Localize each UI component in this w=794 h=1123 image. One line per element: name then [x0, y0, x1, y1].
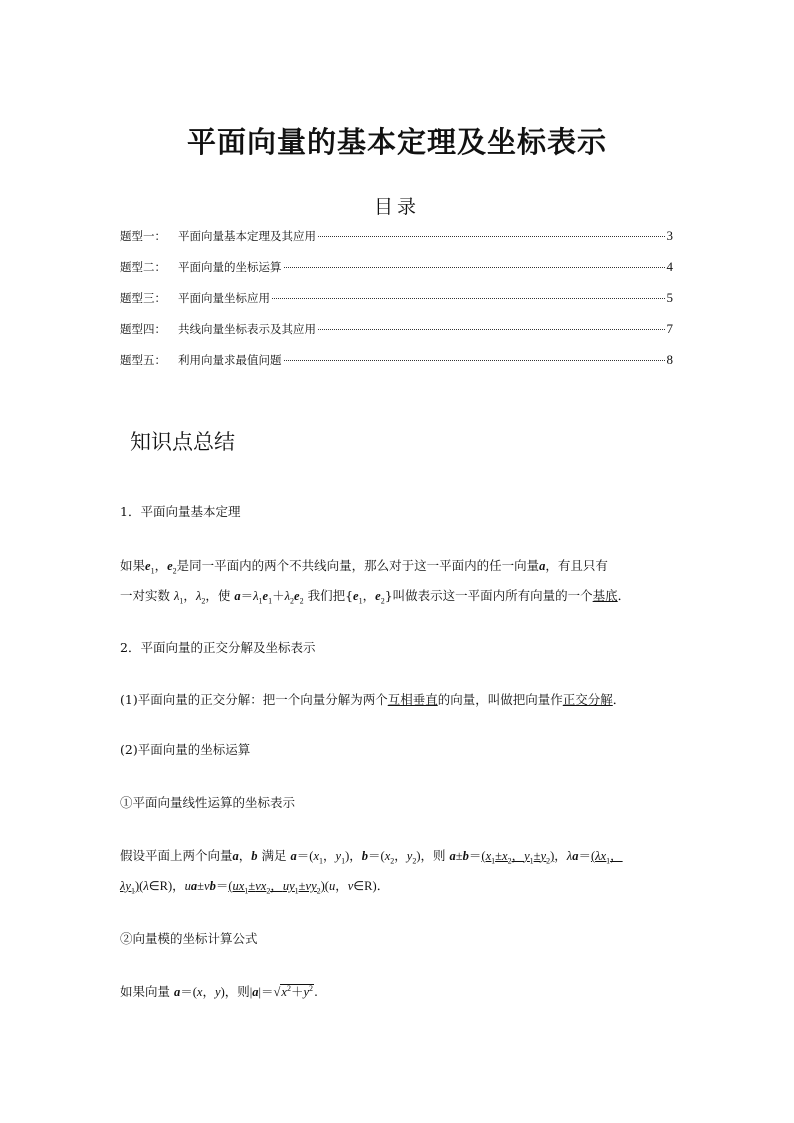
toc-item-page: 3 [666, 228, 673, 243]
page-title: 平面向量的基本定理及坐标表示 [186, 125, 607, 159]
toc-item[interactable] [120, 290, 673, 321]
toc-item-label: 题型五： [120, 353, 166, 367]
toc-item-text: 共线向量坐标表示及其应用 [178, 322, 316, 336]
toc-heading: 目录 [373, 196, 420, 218]
toc-item-text: 平面向量基本定理及其应用 [178, 229, 316, 243]
table-of-contents [120, 228, 673, 383]
toc-leader-dots [318, 329, 665, 330]
toc-item-page: 7 [666, 321, 673, 336]
section-heading: 知识点总结 [130, 430, 235, 454]
toc-leader-dots [318, 236, 665, 237]
heading-basic-theorem: 1．平面向量基本定理 [120, 504, 241, 519]
term-orthogonal: 正交分解 [562, 692, 613, 707]
toc-item-text: 利用向量求最值问题 [178, 353, 282, 367]
paragraph-magnitude: 如果向量 a＝(x，y)，则$|a|=√x^2+y^2$. [120, 983, 319, 999]
subheading-linear-ops: ①平面向量线性运算的坐标表示 [120, 795, 296, 810]
toc-item[interactable] [120, 259, 673, 290]
paragraph-linear-ops-line2: $\lambda y_1)(\lambda\in R)$，$ua\pm vb=(ux_1\pm vx_2$，$uy_1\pm vy_2)(u$，v∈R)． [120, 878, 390, 896]
paragraph-theorem-line1: 如果$e_1$，$e_2$是同一平面内的两个不共线向量，那么对于这一平面内的任一向量a，有且只有 [120, 558, 608, 576]
toc-item[interactable] [120, 228, 673, 259]
toc-item-label: 题型三： [120, 291, 166, 305]
toc-item-page: 5 [666, 290, 673, 305]
paragraph-orthogonal: (1)平面向量的正交分解：把一个向量分解为两个互相垂直的向量，叫做把向量作正交分解． [120, 692, 626, 707]
paragraph-theorem-line2: 一对实数 $\lambda_1$，$\lambda_2$，使 $a=\lambda_1e_1+\lambda_2e_2$ 我们把{$e_1$，$e_2$}叫做表示这一平面内所有向量的一个基底． [120, 588, 631, 606]
toc-item[interactable] [120, 321, 673, 352]
toc-leader-dots [284, 360, 665, 361]
toc-item-label: 题型二： [120, 260, 166, 274]
subheading-magnitude: ②向量模的坐标计算公式 [120, 931, 258, 946]
toc-item[interactable] [120, 352, 673, 383]
toc-leader-dots [284, 267, 665, 268]
toc-leader-dots [272, 298, 665, 299]
toc-item-page: 8 [666, 352, 673, 367]
toc-item-page: 4 [666, 259, 673, 274]
heading-orthogonal-decomposition: 2．平面向量的正交分解及坐标表示 [120, 640, 316, 655]
paragraph-linear-ops-line1: 假设平面上两个向量a，b 满足 $a=(x_1$，$y_1$)，$b=(x_2$，$y_2$)，则 $a\pm b=(x_1\pm x_2$，$y_1\pm y_2$)，$\lambda a=(\lambda x_1$， [120, 848, 623, 866]
term-basis: 基底 [592, 588, 618, 603]
subheading-coordinate-ops: (2)平面向量的坐标运算 [120, 742, 251, 757]
term-perpendicular: 互相垂直 [387, 692, 438, 707]
toc-item-text: 平面向量的坐标运算 [178, 260, 282, 274]
sqrt-expression: $√x^2+y^2$ [273, 983, 314, 999]
toc-item-text: 平面向量坐标应用 [178, 291, 270, 305]
toc-item-label: 题型四： [120, 322, 166, 336]
toc-item-label: 题型一： [120, 229, 166, 243]
